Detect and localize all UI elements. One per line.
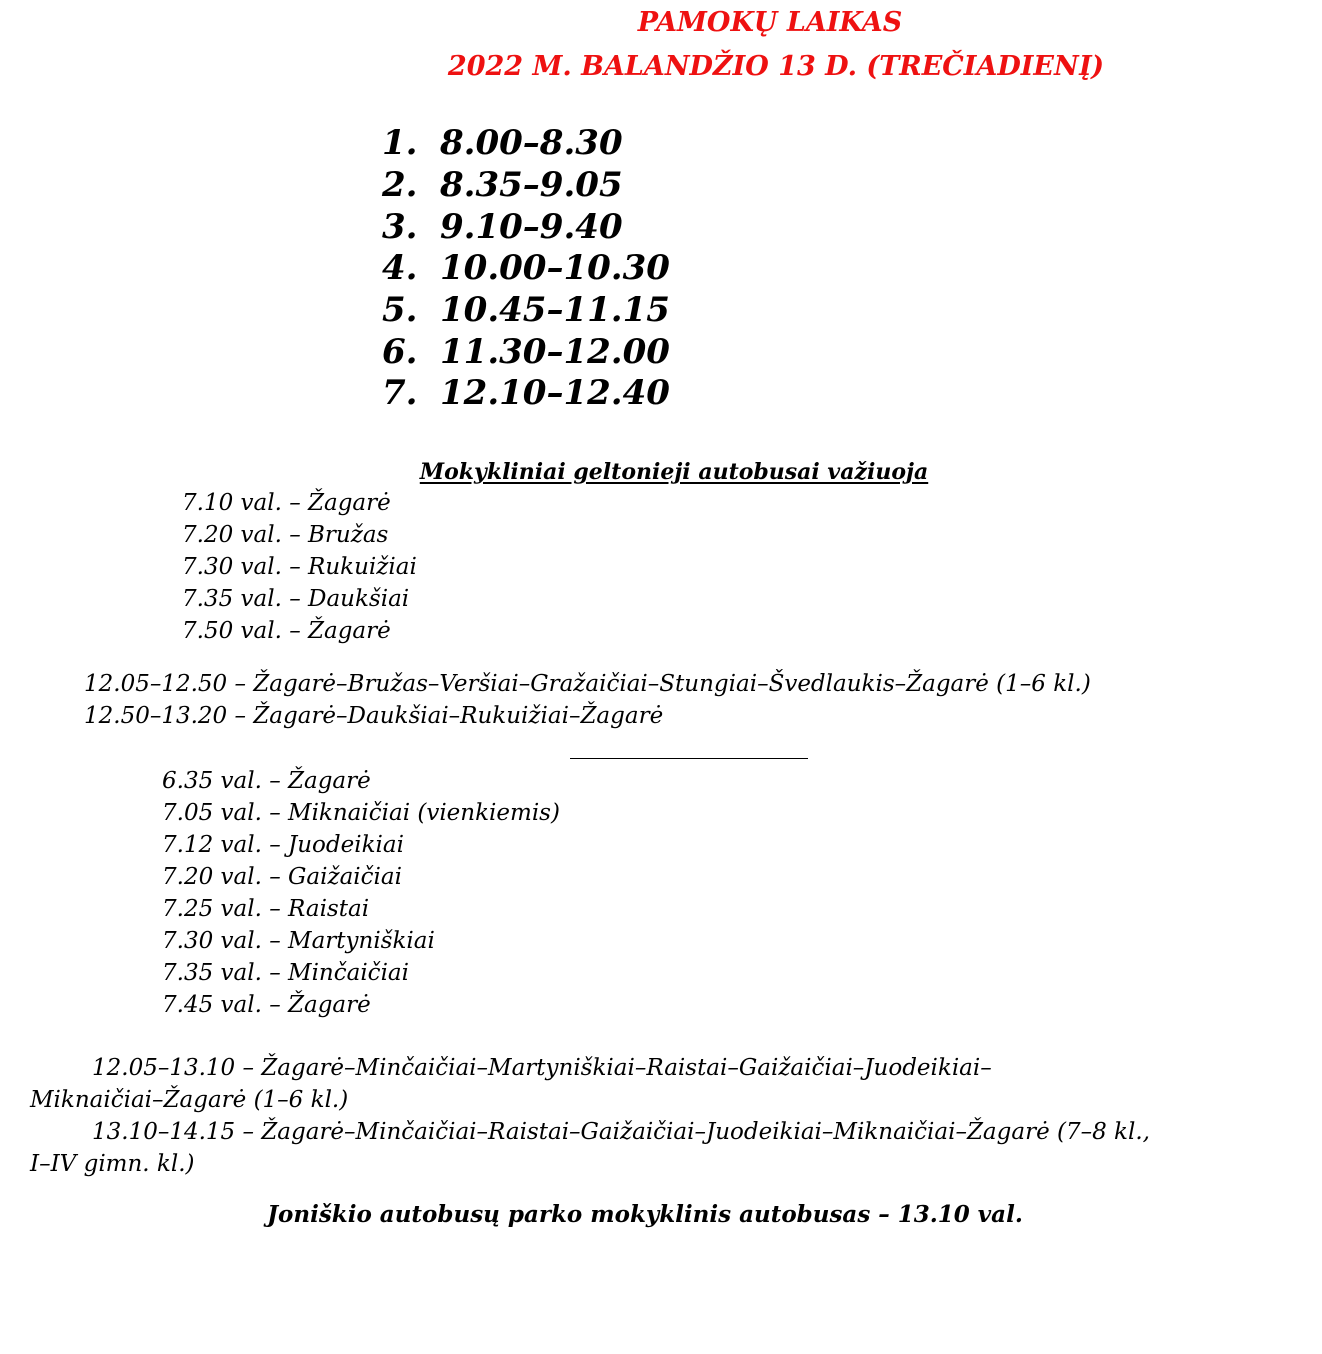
bus-stop-line: 7.30 val. – Rukuižiai bbox=[182, 554, 417, 580]
bus-stop-line: 7.35 val. – Daukšiai bbox=[182, 586, 410, 612]
lesson-item bbox=[382, 164, 623, 206]
lesson-item bbox=[382, 331, 670, 373]
date-subtitle: 2022 M. BALANDŽIO 13 D. (TREČIADIENĮ) bbox=[447, 51, 1105, 82]
bus-stop-line: 7.50 val. – Žagarė bbox=[182, 618, 391, 644]
lesson-time: 12.10–12.40 bbox=[440, 373, 670, 413]
lesson-number: 7. bbox=[382, 373, 418, 413]
lesson-number: 5. bbox=[382, 290, 418, 330]
bus-stop-line: 7.35 val. – Minčaičiai bbox=[162, 960, 409, 986]
bus-stop-line: 7.45 val. – Žagarė bbox=[162, 992, 371, 1018]
afternoon-route-line: 12.05–13.10 – Žagarė–Minčaičiai–Martyniškiai–Raistai–Gaižaičiai–Juodeikiai– bbox=[92, 1055, 992, 1081]
afternoon-route-line: 13.10–14.15 – Žagarė–Minčaičiai–Raistai–Gaižaičiai–Juodeikiai–Miknaičiai–Žagarė (7–8 kl., bbox=[92, 1119, 1150, 1145]
lesson-time: 9.10–9.40 bbox=[440, 207, 623, 247]
lesson-item bbox=[382, 206, 623, 248]
afternoon-route-line: I–IV gimn. kl.) bbox=[30, 1151, 195, 1177]
lesson-item bbox=[382, 289, 670, 331]
lesson-number: 3. bbox=[382, 207, 418, 247]
lesson-number: 1. bbox=[382, 123, 418, 163]
lesson-time: 8.00–8.30 bbox=[440, 123, 623, 163]
bus-stop-line: 6.35 val. – Žagarė bbox=[162, 768, 371, 794]
afternoon-route-line: 12.05–12.50 – Žagarė–Bružas–Veršiai–Gražaičiai–Stungiai–Švedlaukis–Žagarė (1–6 kl.) bbox=[84, 671, 1091, 697]
lesson-number: 2. bbox=[382, 165, 418, 205]
bus-stop-line: 7.10 val. – Žagarė bbox=[182, 490, 391, 516]
section-divider bbox=[570, 758, 808, 759]
lesson-time: 8.35–9.05 bbox=[440, 165, 623, 205]
bus-stop-line: 7.05 val. – Miknaičiai (vienkiemis) bbox=[162, 800, 560, 826]
bus-stop-line: 7.20 val. – Gaižaičiai bbox=[162, 864, 402, 890]
bus-stop-line: 7.30 val. – Martyniškiai bbox=[162, 928, 435, 954]
lesson-time: 10.45–11.15 bbox=[440, 290, 670, 330]
lesson-time: 11.30–12.00 bbox=[440, 332, 670, 372]
lesson-time: 10.00–10.30 bbox=[440, 248, 670, 288]
bus-heading: Mokykliniai geltonieji autobusai važiuoja bbox=[419, 459, 929, 485]
lesson-item bbox=[382, 122, 623, 164]
afternoon-route-line: Miknaičiai–Žagarė (1–6 kl.) bbox=[30, 1087, 349, 1113]
footer-note: Joniškio autobusų parko mokyklinis autobusas – 13.10 val. bbox=[267, 1201, 1023, 1228]
bus-stop-line: 7.12 val. – Juodeikiai bbox=[162, 832, 404, 858]
bus-stop-line: 7.25 val. – Raistai bbox=[162, 896, 370, 922]
lesson-item bbox=[382, 247, 670, 289]
lesson-item bbox=[382, 372, 670, 414]
lesson-number: 6. bbox=[382, 332, 418, 372]
afternoon-route-line: 12.50–13.20 – Žagarė–Daukšiai–Rukuižiai–Žagarė bbox=[84, 703, 664, 729]
page-title: PAMOKŲ LAIKAS bbox=[637, 7, 903, 38]
lesson-number: 4. bbox=[382, 248, 418, 288]
bus-stop-line: 7.20 val. – Bružas bbox=[182, 522, 389, 548]
